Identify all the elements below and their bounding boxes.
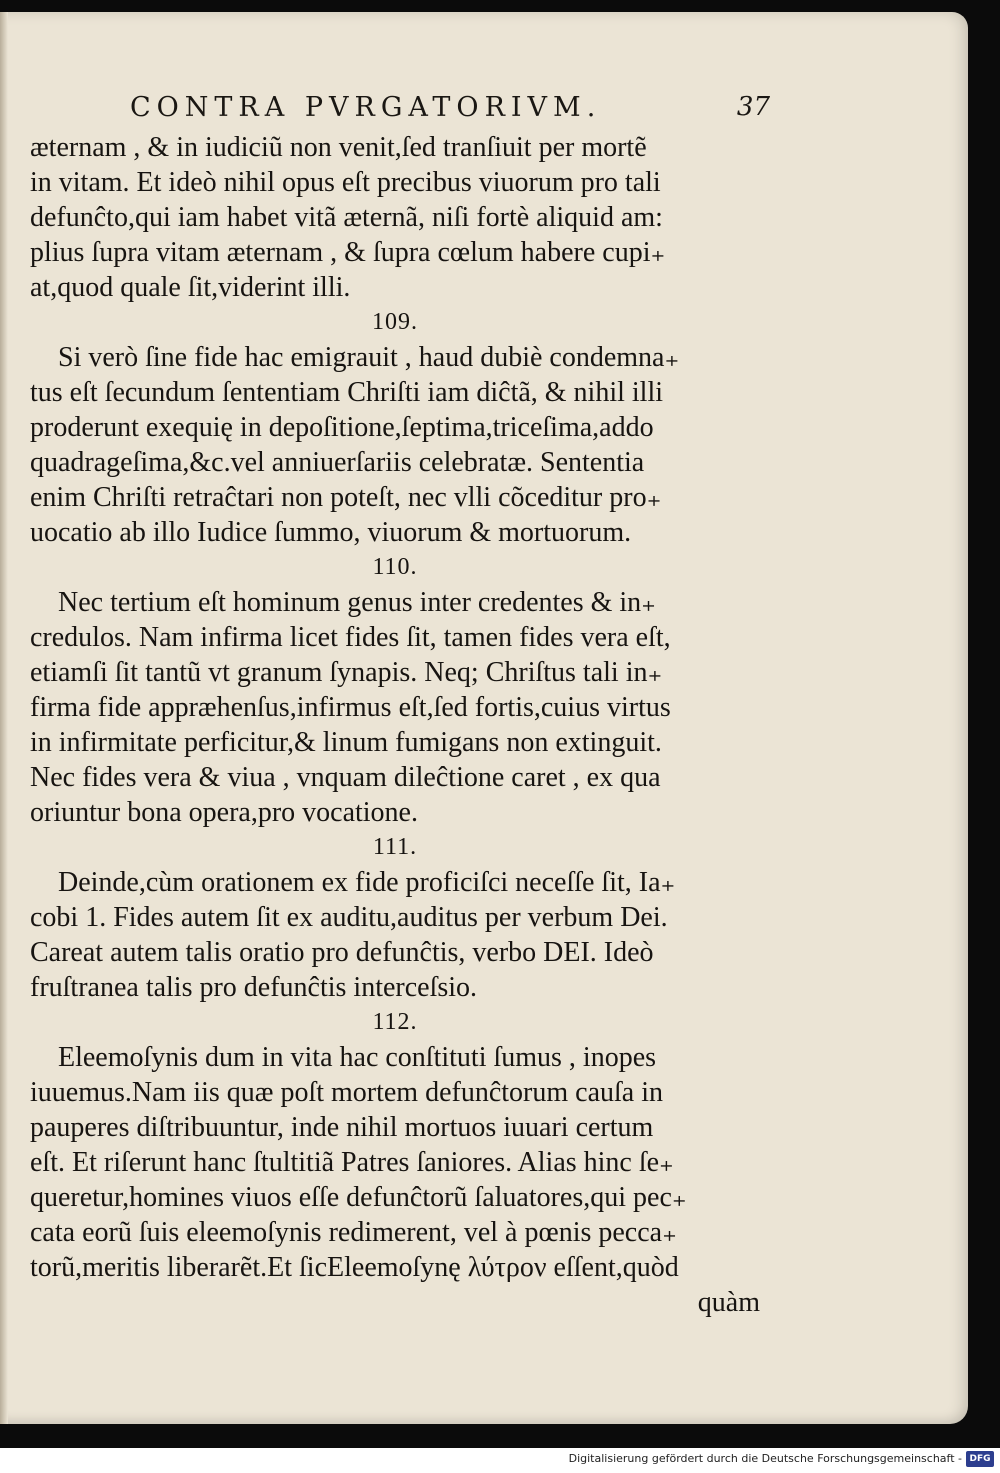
text-line: Nec fides vera & viua , vnquam dileĉtione caret , ex qua bbox=[30, 762, 661, 793]
text-line: defunĉto,qui iam habet vitã æternã, niſi fortè aliquid am: bbox=[30, 202, 663, 233]
text-line: Eleemoſynis dum in vita hac conſtituti ſumus , inopes bbox=[58, 1042, 657, 1073]
text-line: Si verò ſine fide hac emigrauit , haud dubiè condemna₊ bbox=[58, 342, 680, 373]
text-line: pauperes diſtribuuntur, inde nihil mortuos iuuari certum bbox=[30, 1112, 654, 1143]
catchword: quàm bbox=[697, 1287, 760, 1318]
section-number: 112. bbox=[372, 1009, 418, 1035]
section-number: 110. bbox=[372, 554, 418, 580]
text-line: credulos. Nam infirma licet fides ſit, tamen fides vera eſt, bbox=[30, 622, 671, 653]
page-number: 37 bbox=[736, 92, 770, 122]
text-line: cata eorũ ſuis eleemoſynis redimerent, vel à pœnis pecca₊ bbox=[30, 1217, 677, 1248]
running-head bbox=[130, 92, 770, 132]
text-line: torũ,meritis liberarẽt.Et ſicEleemoſynę λύτρον eſſent,quòd bbox=[30, 1252, 679, 1283]
body-text bbox=[30, 130, 760, 1320]
text-line: queretur,homines viuos eſſe defunĉtorũ ſaluatores,qui pec₊ bbox=[30, 1182, 687, 1213]
text-line: æternam , & in iudiciũ non venit,ſed tranſiuit per mortẽ bbox=[30, 132, 647, 163]
text-line: at,quod quale ſit,viderint illi. bbox=[30, 272, 351, 303]
funding-credit: Digitalisierung gefördert durch die Deutsche Forschungsgemeinschaft - bbox=[568, 1452, 962, 1465]
footer-bar bbox=[0, 1448, 1000, 1473]
dfg-logo-icon: DFG bbox=[966, 1451, 994, 1467]
text-line: uocatio ab illo Iudice ſummo, viuorum & mortuorum. bbox=[30, 517, 632, 548]
text-line: in vitam. Et ideò nihil opus eſt precibus viuorum pro tali bbox=[30, 167, 661, 198]
text-line: eſt. Et riſerunt hanc ſtultitiã Patres ſaniores. Alias hinc ſe₊ bbox=[30, 1147, 674, 1178]
text-line: cobi 1. Fides autem ſit ex auditu,auditus per verbum Dei. bbox=[30, 902, 668, 933]
text-line: Careat autem talis oratio pro defunĉtis, verbo DEI. Ideò bbox=[30, 937, 654, 968]
text-line: firma fide appræhenſus,infirmus eſt,ſed fortis,cuius virtus bbox=[30, 692, 671, 723]
text-line: Nec tertium eſt hominum genus inter credentes & in₊ bbox=[58, 587, 656, 618]
text-line: fruſtranea talis pro defunĉtis interceſsio. bbox=[30, 972, 478, 1003]
text-line: iuuemus.Nam iis quæ poſt mortem defunĉtorum cauſa in bbox=[30, 1077, 663, 1108]
text-line: oriuntur bona opera,pro vocatione. bbox=[30, 797, 418, 828]
page-gutter bbox=[0, 12, 8, 1424]
text-line: Deinde,cùm orationem ex fide proficiſci neceſſe ſit, Ia₊ bbox=[58, 867, 676, 898]
text-line: tus eſt ſecundum ſententiam Chriſti iam diĉtã, & nihil illi bbox=[30, 377, 664, 408]
text-line: proderunt exequię in depoſitione,ſeptima,triceſima,addo bbox=[30, 412, 654, 443]
section-number: 111. bbox=[372, 834, 418, 860]
text-line: etiamſi ſit tantũ vt granum ſynapis. Neq; Chriſtus tali in₊ bbox=[30, 657, 663, 688]
text-line: enim Chriſti retraĉtari non poteſt, nec vlli cõceditur pro₊ bbox=[30, 482, 662, 513]
running-title: CONTRA PVRGATORIVM. bbox=[130, 92, 602, 123]
text-line: plius ſupra vitam æternam , & ſupra cœlum habere cupi₊ bbox=[30, 237, 666, 268]
section-number: 109. bbox=[372, 309, 418, 335]
text-line: quadrageſima,&c.vel anniuerſariis celebratæ. Sententia bbox=[30, 447, 645, 478]
text-line: in infirmitate perficitur,& linum fumigans non extinguit. bbox=[30, 727, 662, 758]
